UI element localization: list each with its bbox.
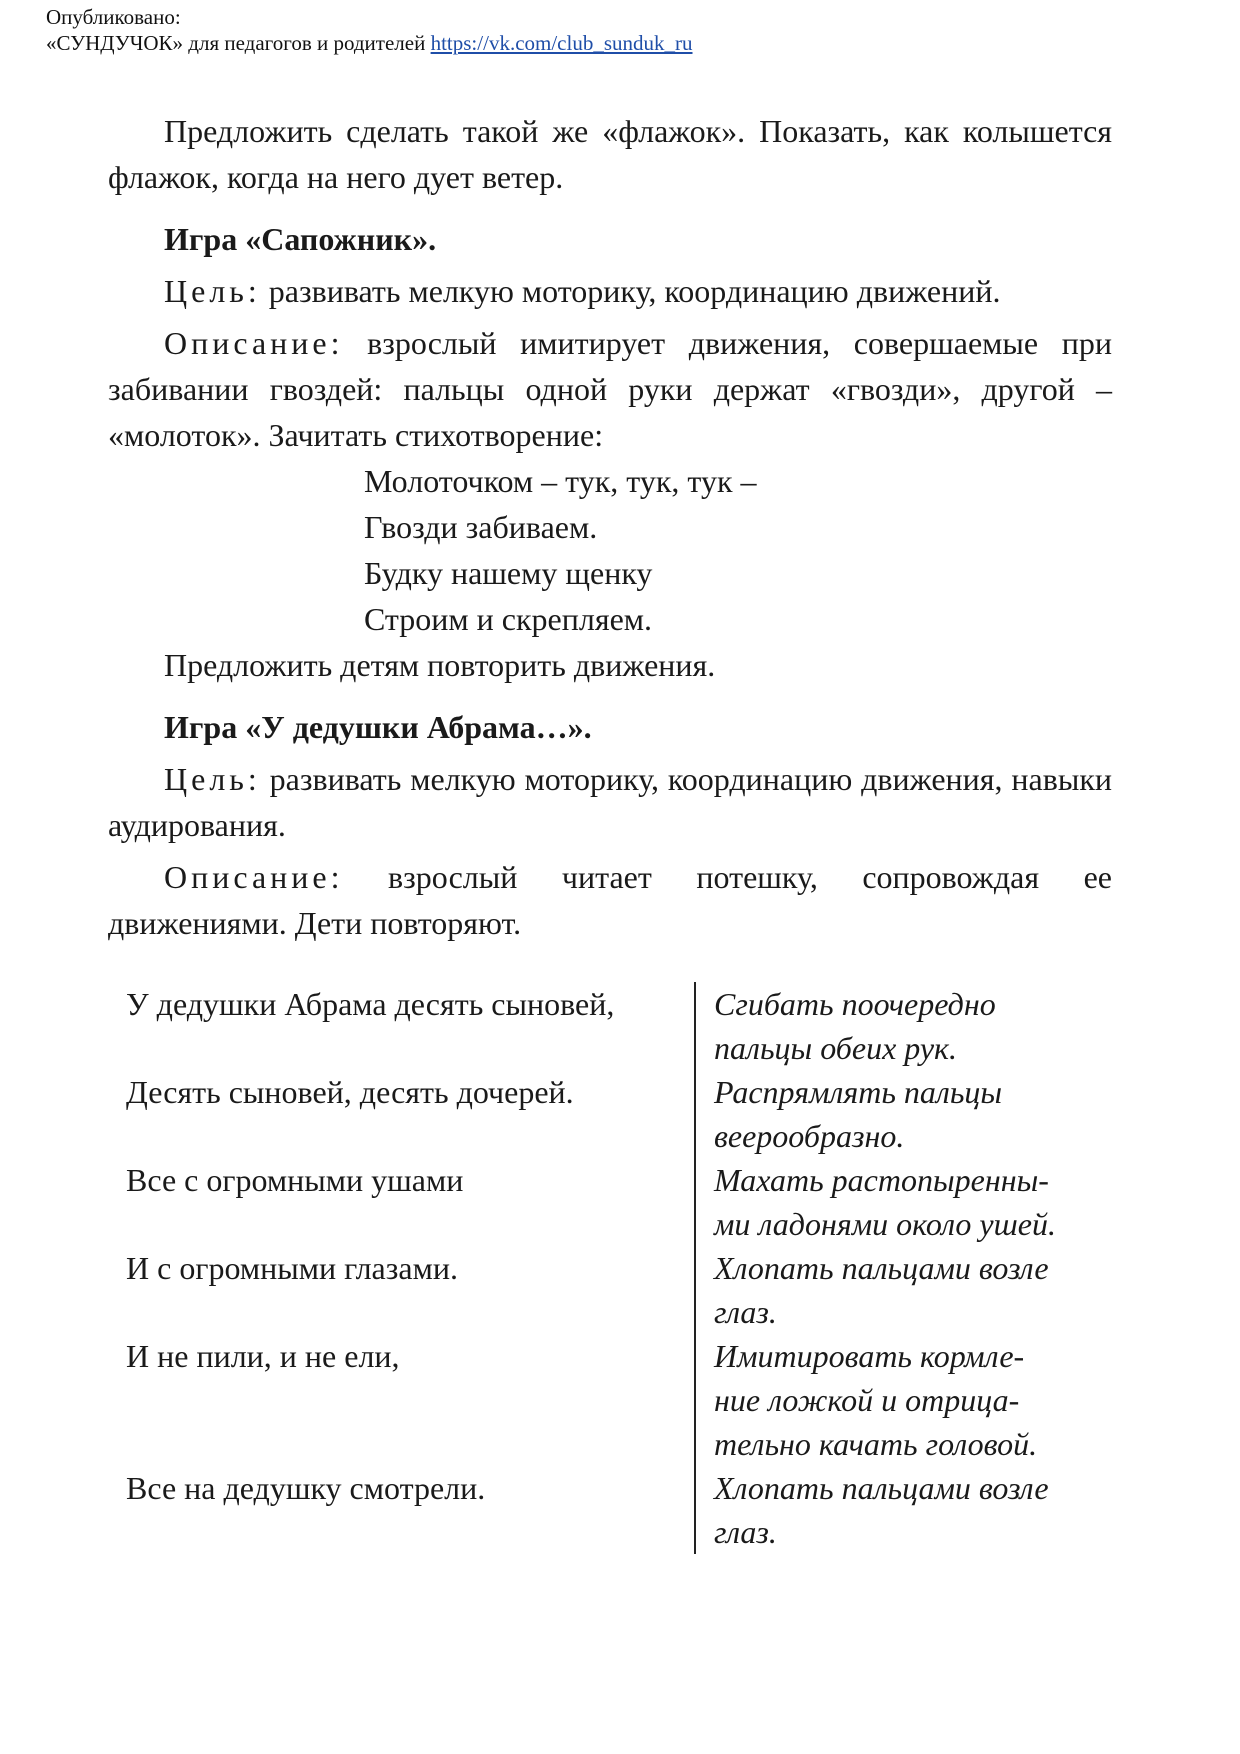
action-cell — [694, 1158, 1116, 1246]
action-cell — [694, 982, 1116, 1070]
action-line: тельно качать головой. — [714, 1426, 1038, 1462]
action-cell — [694, 1334, 1116, 1466]
game1-description — [108, 320, 1112, 458]
action-line: ми ладонями около ушей. — [714, 1206, 1056, 1242]
game1-desc-text: взрослый имитирует движения, совершаемые при забивании гвоздей: пальцы одной руки держат «гвозди», другой – «молоток». Зачитать стихотворение: — [108, 325, 1112, 453]
intro-paragraph: Предложить сделать такой же «флажок». Показать, как колышется флажок, когда на него дует ветер. — [108, 113, 1112, 195]
poem-line: Гвозди забиваем. — [364, 509, 598, 545]
header-published-label: Опубликовано: — [46, 5, 181, 29]
action-line: веерообразно. — [714, 1118, 905, 1154]
game2-goal — [108, 756, 1112, 848]
table-row — [126, 1070, 1116, 1158]
game2-description — [108, 854, 1112, 946]
action-line: глаз. — [714, 1514, 777, 1550]
action-line: Сгибать поочередно — [714, 986, 996, 1022]
poem-line: Будку нашему щенку — [364, 555, 653, 591]
table-row — [126, 1466, 1116, 1554]
action-line: пальцы обеих рук. — [714, 1030, 958, 1066]
game1-desc-label: Описание: — [164, 325, 344, 361]
table-row — [126, 1246, 1116, 1334]
game1-goal-text: развивать мелкую моторику, координацию движений. — [260, 273, 1001, 309]
header-vk-link[interactable]: https://vk.com/club_sunduk_ru — [430, 31, 693, 55]
header-source-name: «СУНДУЧОК» для педагогов и родителей — [46, 31, 431, 55]
header-source-line — [46, 30, 693, 56]
game1-poem — [364, 458, 1112, 642]
action-cell — [694, 1246, 1116, 1334]
game1-goal — [108, 268, 1112, 314]
game2-desc-label: Описание: — [164, 859, 344, 895]
game1-title: Игра «Сапожник». — [164, 221, 437, 257]
game2-desc-text: взрослый читает потешку, сопровождая ее движениями. Дети повторяют. — [108, 859, 1112, 941]
verse-cell: Все с огромными ушами — [126, 1162, 464, 1198]
poem-line: Молоточком – тук, тук, тук – — [364, 463, 757, 499]
action-line: Имитировать кормле- — [714, 1338, 1025, 1374]
verse-cell: И с огромными глазами. — [126, 1250, 458, 1286]
poem-line: Строим и скрепляем. — [364, 601, 653, 637]
publication-header — [46, 4, 693, 56]
document-body — [108, 108, 1112, 946]
action-line: ние ложкой и отрица- — [714, 1382, 1020, 1418]
action-line: Хлопать пальцами возле — [714, 1470, 1049, 1506]
action-cell — [694, 1070, 1116, 1158]
game2-goal-text: развивать мелкую моторику, координацию движения, навыки аудирования. — [108, 761, 1112, 843]
action-line: Распрямлять пальцы — [714, 1074, 1003, 1110]
verse-cell: Десять сыновей, десять дочерей. — [126, 1074, 574, 1110]
game1-closing: Предложить детям повторить движения. — [164, 647, 716, 683]
table-row — [126, 982, 1116, 1070]
game2-goal-label: Цель: — [164, 761, 261, 797]
game1-goal-label: Цель: — [164, 273, 261, 309]
verse-cell: И не пили, и не ели, — [126, 1338, 400, 1374]
action-line: Махать растопыренны- — [714, 1162, 1049, 1198]
verse-cell: Все на дедушку смотрели. — [126, 1470, 486, 1506]
action-line: Хлопать пальцами возле — [714, 1250, 1049, 1286]
table-row — [126, 1334, 1116, 1466]
action-cell — [694, 1466, 1116, 1554]
action-line: глаз. — [714, 1294, 777, 1330]
table-row — [126, 1158, 1116, 1246]
verse-action-table — [126, 982, 1116, 1554]
verse-cell: У дедушки Абрама десять сыновей, — [126, 986, 615, 1022]
game2-title: Игра «У дедушки Абрама…». — [164, 709, 592, 745]
